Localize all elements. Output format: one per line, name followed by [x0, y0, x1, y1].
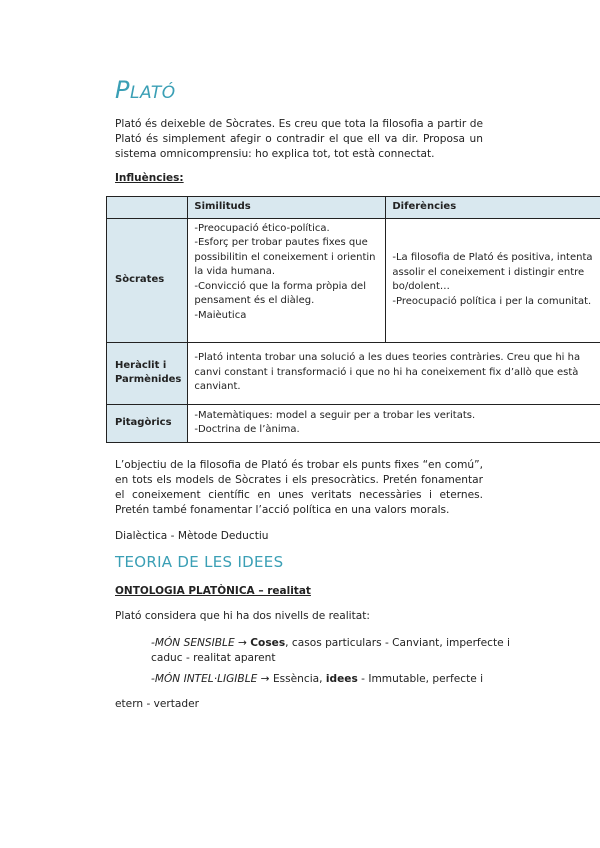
page-title: PLATÓ: [115, 76, 176, 104]
list-item: -Convicció que la forma pròpia del pensament és el diàleg.: [194, 280, 366, 306]
mon-intelligible-item: -MÓN INTEL·LIGIBLE → Essència, idees - Immutable, perfecte i: [151, 673, 484, 685]
dialectica-line: Dialèctica - Mètode Deductiu: [115, 530, 269, 542]
closing-line: etern - vertader: [115, 698, 200, 710]
table-corner-cell: [107, 197, 188, 219]
socrates-similituds-cell: [188, 218, 386, 342]
socrates-diferencies-cell: [386, 218, 600, 342]
list-item: -La filosofia de Plató és positiva, intenta assolir el coneixement i distingir entre bo/dolent…: [392, 252, 593, 292]
table-row: [107, 342, 600, 404]
ontologia-heading: ONTOLOGIA PLATÒNICA – realitat: [115, 585, 311, 597]
list-item: -Matemàtiques: model a seguir per a trobar les veritats.: [194, 409, 476, 421]
influences-table: [106, 196, 600, 443]
list-item: -Preocupació ético-política.: [194, 222, 330, 234]
intro-paragraph: Plató és deixeble de Sòcrates. Es creu que tota la filosofia a partir de Plató és simplement afegir o contradir el que ell va dir. Proposa un sistema omnicomprensiu: ho explica tot, tot està connectat.: [115, 118, 483, 160]
list-item: -Maièutica: [194, 309, 247, 321]
list-item: -Doctrina de l’ànima.: [194, 424, 300, 435]
nivells-line: Plató considera que hi ha dos nivells de realitat:: [115, 610, 370, 622]
table-row: [107, 218, 600, 342]
column-header-diferencies: Diferències: [386, 197, 600, 219]
list-item: -Preocupació política i per la comunitat.: [392, 295, 592, 307]
heraclit-parmenides-cell: -Plató intenta trobar una solució a les dues teories contràries. Creu que hi ha canvi constant i transformació i que no hi ha coneixement fix d’allò que està canviant.: [188, 342, 600, 404]
section-title: TEORIA DE LES IDEES: [115, 553, 284, 571]
mon-sensible-item: -MÓN SENSIBLE → Coses, casos particulars - Canviant, imperfecte i caduc - realitat aparent: [151, 637, 510, 664]
row-header-heraclit-parmenides: Heràclit i Parmènides: [107, 342, 188, 404]
column-header-similituds: Similituds: [188, 197, 386, 219]
objectiu-paragraph: L’objectiu de la filosofia de Plató és trobar els punts fixes “en comú”, en tots els models de Sòcrates i els presocràtics. Pretén fonamentar el coneixement científic en unes veritats necessàries i eternes. Pretén també fonamentar l’acció política en una valors morals.: [115, 459, 483, 516]
row-header-pitagorics: Pitagòrics: [107, 404, 188, 442]
influences-heading: Influències:: [115, 172, 184, 184]
table-row: [107, 404, 600, 442]
row-header-socrates: Sòcrates: [107, 218, 188, 342]
pitagorics-cell: [188, 404, 600, 442]
list-item: -Esforç per trobar pautes fixes que possibilitin el coneixement i orientin la vida humana.: [194, 237, 376, 277]
